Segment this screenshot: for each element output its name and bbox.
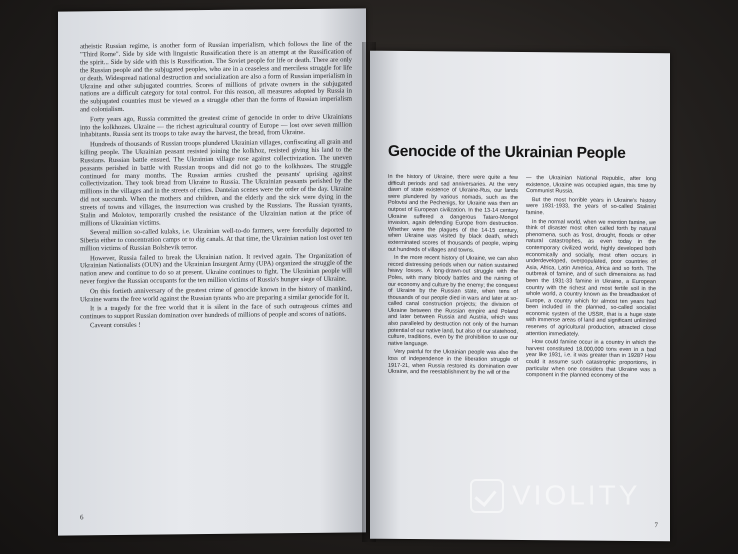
right-page-number: 7 — [654, 521, 658, 530]
left-paragraph: However, Russia failed to break the Ukrainian nation. It revived again. The Organization of Ukrainian Nationalists (OUN) and the Ukrainian Insurgent Army (UPA) organized the struggle of the nation anew and continue to do so at present. Ukraine continues to fight. The Ukrainian people will never forgive the Russian occupants for the ten million victims of Russia's hunger siege of Ukraine. — [80, 252, 352, 286]
left-paragraph: Hundreds of thousands of Russian troops plundered Ukrainian villages, confiscating all grain and killing people. The Ukrainian peasant resisted joining the kolkhoz, resisted giving his land to the Russians. Russian battle ensued. The Ukrainian village rose against collectivization. The uneven peasants perished in battle with Russian troops and did not go to the kolkhozes. The struggle continued for many months. The Russian armies crushed the peasants' uprising against collectivization. They took bread from Ukraine to Russia. The Ukrainian peasants perished by the millions in the villages and in the streets of cities. Danteian scenes were the order of the day. Ukraine did not succumb. When the mothers and children, and the elderly and the sick were dying in the streets of towns and villages, the insurrection was crushed by the Russians. The Russian tyrants, Stalin and Molotov, temporarily crushed the resistance of the Ukrainian nation at the price of millions of Ukrainian victims. — [80, 138, 352, 228]
check-mark-icon — [470, 479, 504, 513]
article-column-2 — [526, 175, 656, 382]
left-paragraph-closing: Caveant consules ! — [90, 322, 141, 330]
left-paragraph: It is a tragedy for the free world that it is silent in the face of such outrageous crimes and continues to support Russian domination over hundreds of millions of people and scores of nations. — [80, 302, 352, 321]
watermark-text: VIOLITY — [512, 479, 641, 511]
left-page — [58, 8, 366, 535]
article-column-1 — [388, 174, 518, 381]
left-paragraph: Forty years ago, Russia committed the greatest crime of genocide in order to drive Ukrainians into the kolkhozes. Ukraine — the richest agricultural country of Europe — lost over seven million inhabitants. Russia sent its troops to take away the harvest, the bread, from Ukraine. — [80, 113, 352, 139]
article-paragraph: Very painful for the Ukrainian people was also the loss of independence in the liberation struggle of 1917-21, when Russia restored its domination over Ukraine, and the reestablishment by the will of the — [388, 349, 518, 377]
left-page-number: 6 — [80, 513, 84, 522]
left-page-body — [80, 41, 352, 333]
article-title: Genocide of the Ukrainian People — [388, 142, 626, 162]
article-paragraph: But the most horrible years in Ukraine's history were 1931-1933, the years of so-called Stalinist famine. — [526, 196, 656, 217]
left-paragraph: Several million so-called kulaks, i.e. Ukrainian well-to-do farmers, were forcefully deported to Siberia either to concentration camps or to dig canals. At that time, the Ukrainian nation lost over ten million victims of Russian Bolshevik terror. — [80, 226, 352, 253]
article-paragraph: How could famine occur in a country in which the harvest constituted 18,000,000 tons even in a bad year like 1931, i.e. it was greater than in 1928? How could it assume such catastrophic proportions, in particular when one considers that Ukraine was a component in the planned economy of the — [526, 339, 656, 380]
violity-watermark — [470, 478, 640, 513]
article-columns — [388, 174, 656, 382]
article-paragraph: In the normal world, when we mention famine, we think of disaster most often called forth by natural phenomena, such as frost, drought, floods or other natural catastrophes, as even today in the contemporary civilized world, highly developed both economically and socially, most often occurs in underdeveloped, overpopulated, poor countries of Asia, Africa, Latin America, Africa and so forth. The outbreak of famine, and of such dimensions as had been the 1931-33 famine in Ukraine, a European country with the richest and most fertile soil in the whole world, a country known as the breadbasket of Europe, a country which for almost ten years had been included in the planned, so-called socialist economic system of the USSR, that is a huge state with immense areas of land and significant unlimited reserves of agricultural production, attracted close attention immediately. — [526, 218, 656, 338]
article-paragraph: In the more recent history of Ukraine, we can also record distressing periods when our nation sustained heavy losses. A long-drawn-out struggle with the Poles, with many bloody battles and the ruining of our economy and culture by the enemy; the conquest of Ukraine by the Russian state, when tens of thousands of our people died in wars and later at so-called canal construction projects; the division of Ukraine between the Russian empire and Poland and later between Russia and Austria, which was also paralleled by destruction not only of the human potential of our native land, but also of our statehood, culture, traditions, even by the prohibition to use our native language. — [388, 255, 518, 348]
booklet-spread — [58, 2, 698, 550]
left-paragraph: atheistic Russian regime, is another form of Russian imperialism, which follows the line of the "Third Rome". Side by side with linguistic Russification there is an attempt at the Russification of the spirit... Side by side with this is Russification. The Soviet people for life or death. There are only the Russian people and the subjugated peoples, who are in a ceaseless and merciless struggle for life or death. Widespread national destruction and socialization are also a form of Russian imperialism in Ukraine and other subjugated countries. Scores of millions of private owners in the subjugated nations are a difficult category for total control. For this reason, all measures adopted by Russia in the subjugated countries must be viewed as a struggle other than the forms of Russian imperialism and colonialism. — [80, 40, 352, 114]
article-paragraph: In the history of Ukraine, there were quite a few difficult periods and sad anniversaries. At the very dawn of state existence of Ukraine-Rus, our lands were plundered by various nomads, such as the Polovtsi and the Pechenigs, for Ukraine was then an outpost of European civilization. In the 13-14 century Ukraine suffered a dangerous Tataro-Mongol invasion, again defending Europe from destruction. Whether were the plagues of the 14-15 century, when Ukraine was visited by black death, which exterminated scores of thousands of people, wiping out hundreds of villages and towns. — [388, 173, 518, 254]
right-page — [370, 51, 670, 542]
left-paragraph: On this fortieth anniversary of the greatest crime of genocide known in the history of mankind, Ukraine warns the free world against the Russian tyrants who are preparing a similar genocide for it. — [80, 285, 352, 303]
article-paragraph: — the Ukrainian National Republic, after long existence, Ukraine was occupied again, this time by Communist Russia. — [526, 175, 656, 195]
